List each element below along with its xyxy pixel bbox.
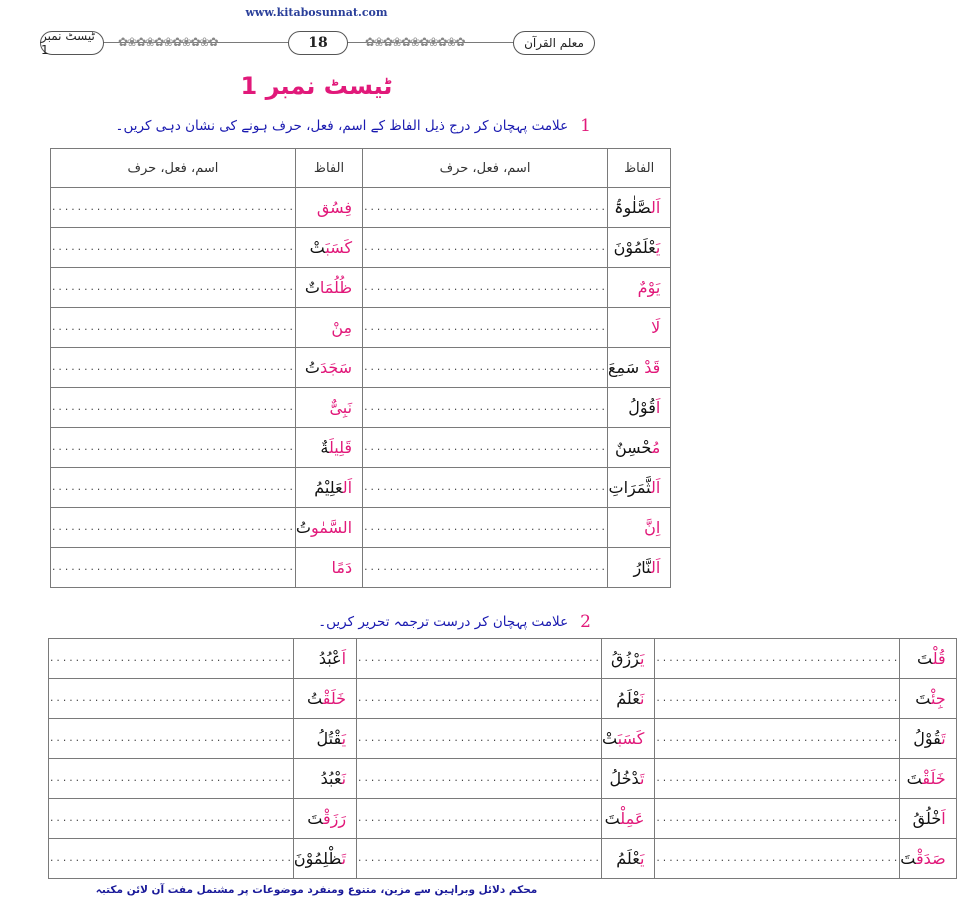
word-cell — [601, 639, 654, 679]
translation-blank[interactable]: ...................................... — [655, 799, 900, 839]
page-title: ٹیسٹ نمبر 1 — [240, 72, 393, 100]
word-cell — [293, 759, 356, 799]
answer-blank[interactable]: ...................................... — [51, 188, 296, 228]
word-cell — [607, 508, 670, 548]
word-cell — [900, 839, 956, 879]
header-book-title — [513, 31, 595, 55]
page-number — [288, 31, 348, 55]
word-stem: عْبُدُ — [320, 769, 342, 788]
word-cell — [293, 639, 356, 679]
word-stem: صَّلٰوۃُ — [614, 198, 651, 217]
word-highlight: اَ — [941, 809, 946, 828]
question-2-instruction — [318, 612, 591, 632]
column-header-type: اسم، فعل، حرف — [51, 149, 296, 188]
word-stem: تَ — [900, 849, 917, 868]
word-highlight: اَل — [342, 478, 353, 497]
word-highlight: يَ — [639, 849, 645, 868]
translation-blank[interactable]: ...................................... — [357, 719, 602, 759]
word-cell — [607, 308, 670, 348]
word-stem: عْلَمُ — [616, 849, 640, 868]
answer-blank[interactable]: ...................................... — [363, 388, 608, 428]
header-test-label — [40, 31, 104, 55]
word-highlight: نَبِیٌّ — [329, 398, 353, 417]
word-highlight: يَوْمٌ — [637, 278, 661, 297]
word-cell — [295, 548, 362, 588]
translation-blank[interactable]: ...................................... — [49, 719, 294, 759]
word-highlight: فِسُق — [316, 198, 353, 217]
word-cell — [295, 268, 362, 308]
table-row — [49, 679, 957, 719]
word-cell — [900, 799, 956, 839]
word-stem: تُ — [295, 518, 311, 537]
question-2-text: علامت پہچان کر درست ترجمہ تحریر کریں۔ — [318, 614, 569, 630]
translation-blank[interactable]: ...................................... — [49, 799, 294, 839]
word-stem: نَّارُ — [633, 558, 651, 577]
table-row — [51, 468, 671, 508]
word-highlight: لَا — [651, 318, 661, 337]
word-cell — [295, 508, 362, 548]
translation-blank[interactable]: ...................................... — [357, 679, 602, 719]
word-cell — [607, 228, 670, 268]
translation-blank[interactable]: ...................................... — [357, 799, 602, 839]
word-highlight: اِنَّ — [644, 518, 661, 537]
word-cell — [601, 799, 654, 839]
word-highlight: عَمِلْ — [620, 809, 645, 828]
word-cell — [607, 388, 670, 428]
table-row — [51, 548, 671, 588]
table-row — [51, 388, 671, 428]
word-stem: رْزُقُ — [610, 649, 640, 668]
word-highlight: ظُلُمَا — [319, 278, 353, 297]
answer-blank[interactable]: ...................................... — [363, 468, 608, 508]
translation-blank[interactable]: ...................................... — [655, 639, 900, 679]
word-highlight: اَل — [650, 558, 661, 577]
translation-blank[interactable]: ...................................... — [49, 759, 294, 799]
word-cell — [607, 188, 670, 228]
table-row — [51, 228, 671, 268]
question-1-table — [50, 148, 671, 588]
word-stem: ظْلِمُوْنَ — [293, 849, 342, 868]
table-row — [49, 719, 957, 759]
word-cell — [900, 679, 956, 719]
answer-blank[interactable]: ...................................... — [51, 468, 296, 508]
word-highlight: مِنْ — [331, 318, 353, 337]
translation-blank[interactable]: ...................................... — [655, 759, 900, 799]
word-highlight: كَسَبَ — [325, 238, 353, 257]
answer-blank[interactable]: ...................................... — [363, 348, 608, 388]
word-stem: عْبُدُ — [318, 649, 342, 668]
table-row — [51, 188, 671, 228]
word-highlight: اَل — [650, 198, 661, 217]
word-stem: تُ — [307, 689, 323, 708]
page-number-text: 18 — [308, 35, 328, 51]
table-row — [49, 639, 957, 679]
table-header-row — [51, 149, 671, 188]
word-highlight: قَدْ — [644, 358, 661, 377]
word-stem: تُ — [304, 358, 320, 377]
translation-blank[interactable]: ...................................... — [655, 839, 900, 879]
word-highlight: خَلَقْ — [922, 769, 946, 788]
translation-blank[interactable]: ...................................... — [357, 639, 602, 679]
header-ornament-left: ✿❀✿❀✿❀✿❀✿❀✿ — [118, 35, 218, 49]
word-highlight: يَ — [655, 238, 661, 257]
word-stem: قُوْلُ — [628, 398, 656, 417]
translation-blank[interactable]: ...................................... — [49, 839, 294, 879]
answer-blank[interactable]: ...................................... — [363, 188, 608, 228]
word-stem: تَ — [906, 769, 923, 788]
footer-tagline: محکم دلائل وبراہین سے مزین، متنوع ومنفرد موضوعات پر مشتمل مفت آن لائن مکتبہ — [95, 884, 538, 896]
table-row — [51, 508, 671, 548]
word-highlight: قُلْ — [932, 649, 946, 668]
word-highlight: اَ — [341, 649, 347, 668]
answer-blank[interactable]: ...................................... — [363, 228, 608, 268]
word-cell — [293, 839, 356, 879]
word-stem: حْسِنٌ — [614, 438, 652, 457]
word-cell — [295, 308, 362, 348]
word-stem: تَ — [915, 689, 931, 708]
word-cell — [295, 228, 362, 268]
answer-blank[interactable]: ...................................... — [51, 548, 296, 588]
word-stem: قْتُلُ — [316, 729, 342, 748]
table-row — [51, 268, 671, 308]
word-stem: ةٌ — [320, 438, 329, 457]
answer-blank[interactable]: ...................................... — [51, 228, 296, 268]
word-highlight: دَمًا — [331, 558, 353, 577]
table-row — [49, 839, 957, 879]
word-highlight: صَدَقْ — [916, 849, 946, 868]
word-highlight: اَل — [650, 478, 661, 497]
header-book-title-text: معلم القرآن — [524, 36, 584, 50]
translation-blank[interactable]: ...................................... — [49, 639, 294, 679]
answer-blank[interactable]: ...................................... — [51, 388, 296, 428]
answer-blank[interactable]: ...................................... — [51, 308, 296, 348]
word-highlight: يَ — [639, 649, 645, 668]
word-highlight: نَ — [341, 769, 347, 788]
word-cell — [295, 348, 362, 388]
word-highlight: تَ — [639, 769, 645, 788]
table-row — [51, 428, 671, 468]
word-highlight: مُ — [651, 438, 661, 457]
site-url[interactable]: www.kitabosunnat.com — [245, 6, 388, 19]
word-highlight: خَلَقْ — [322, 689, 347, 708]
word-cell — [295, 428, 362, 468]
word-highlight: السَّمٰو — [310, 518, 353, 537]
answer-blank[interactable]: ...................................... — [51, 428, 296, 468]
word-highlight: قَلِيلَ — [329, 438, 353, 457]
table-row — [49, 799, 957, 839]
word-cell — [293, 719, 356, 759]
word-highlight: تَ — [941, 729, 946, 748]
word-stem: عْلَمُ — [616, 689, 640, 708]
answer-blank[interactable]: ...................................... — [51, 268, 296, 308]
word-cell — [295, 468, 362, 508]
word-stem: تَ — [916, 649, 933, 668]
table-row — [51, 308, 671, 348]
word-stem: ثَّمَرَاتِ — [608, 478, 651, 497]
word-stem: خْلُقُ — [912, 809, 942, 828]
word-highlight: تَ — [341, 849, 347, 868]
word-cell — [900, 759, 956, 799]
word-cell — [295, 388, 362, 428]
table-row — [51, 348, 671, 388]
header-test-label-text: ٹیسٹ نمبر 1 — [41, 29, 95, 57]
header-ornament-right: ✿❀✿❀✿❀✿❀✿❀✿ — [365, 35, 465, 49]
translation-blank[interactable]: ...................................... — [357, 759, 602, 799]
word-highlight: نَ — [639, 689, 645, 708]
answer-blank[interactable]: ...................................... — [363, 548, 608, 588]
answer-blank[interactable]: ...................................... — [51, 348, 296, 388]
word-cell — [601, 679, 654, 719]
word-highlight: جِئْ — [930, 689, 946, 708]
word-cell — [293, 679, 356, 719]
word-stem: تٌ — [304, 278, 320, 297]
word-stem: عْلَمُوْنَ — [613, 238, 656, 257]
answer-blank[interactable]: ...................................... — [363, 428, 608, 468]
translation-blank[interactable]: ...................................... — [655, 679, 900, 719]
word-cell — [601, 839, 654, 879]
word-cell — [607, 348, 670, 388]
word-cell — [607, 468, 670, 508]
word-cell — [607, 268, 670, 308]
word-cell — [601, 719, 654, 759]
word-highlight: كَسَبَ — [617, 729, 645, 748]
answer-blank[interactable]: ...................................... — [363, 268, 608, 308]
translation-blank[interactable]: ...................................... — [655, 719, 900, 759]
word-highlight: رَزَقْ — [322, 809, 347, 828]
column-header-words: الفاظ — [607, 149, 670, 188]
translation-blank[interactable]: ...................................... — [357, 839, 602, 879]
answer-blank[interactable]: ...................................... — [51, 508, 296, 548]
column-header-words: الفاظ — [295, 149, 362, 188]
question-2-number: 2 — [580, 612, 591, 632]
translation-blank[interactable]: ...................................... — [49, 679, 294, 719]
answer-blank[interactable]: ...................................... — [363, 508, 608, 548]
word-cell — [601, 759, 654, 799]
word-stem: تْ — [601, 729, 618, 748]
word-cell — [295, 188, 362, 228]
word-cell — [293, 799, 356, 839]
word-stem: دْخُلُ — [609, 769, 640, 788]
word-stem: عَلِيْمُ — [314, 478, 343, 497]
question-2-table — [48, 638, 957, 879]
word-highlight: اَ — [655, 398, 661, 417]
page-header — [40, 30, 593, 56]
word-stem: تَ — [307, 809, 323, 828]
answer-blank[interactable]: ...................................... — [363, 308, 608, 348]
table-row — [49, 759, 957, 799]
word-stem: سَمِعَ — [607, 358, 645, 377]
word-cell — [607, 428, 670, 468]
word-cell — [900, 639, 956, 679]
word-stem: تَ — [604, 809, 621, 828]
word-cell — [900, 719, 956, 759]
word-cell — [607, 548, 670, 588]
word-highlight: سَجَدَ — [319, 358, 353, 377]
question-1-text: علامت پہچان کر درج ذیل الفاظ کے اسم، فعل، حرف ہونے کی نشان دہی کریں۔ — [115, 118, 569, 134]
word-stem: تْ — [309, 238, 326, 257]
question-1-instruction — [116, 116, 591, 136]
word-stem: قُوْلُ — [913, 729, 942, 748]
column-header-type: اسم، فعل، حرف — [363, 149, 608, 188]
question-1-number: 1 — [580, 116, 591, 136]
word-highlight: يَ — [341, 729, 347, 748]
